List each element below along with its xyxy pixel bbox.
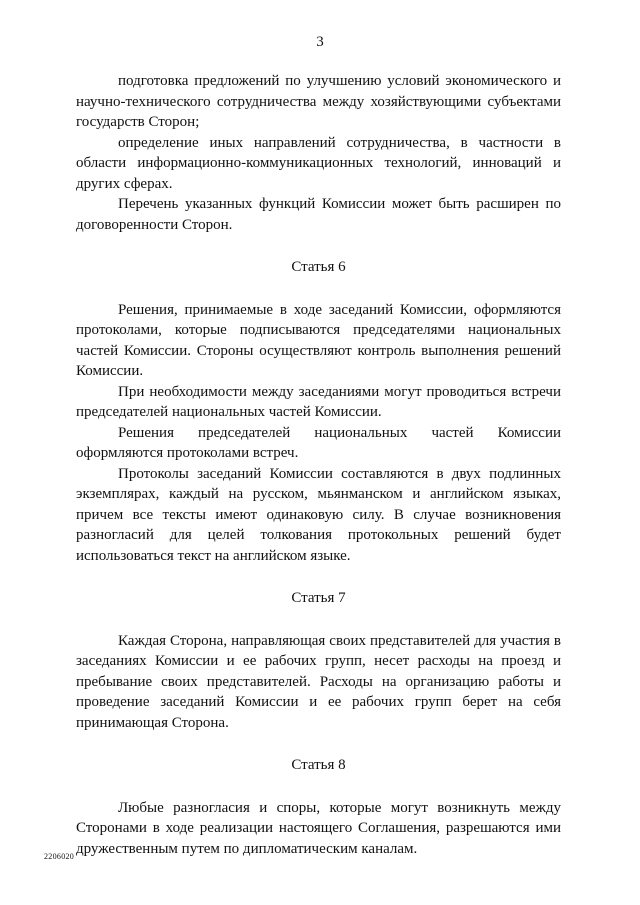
closing-paragraph: Перечень указанных функций Комиссии может быть расширен по договоренности Сторон. bbox=[76, 196, 561, 233]
list-item: определение иных направлений сотрудничества, в частности в области информационно-коммуникационных технологий, инноваций и других сферах. bbox=[76, 134, 561, 192]
article-7-heading: Статья 7 bbox=[291, 590, 346, 606]
article-6-paragraph: Решения председателей национальных частей Комиссии оформляются протоколами встреч. bbox=[76, 424, 561, 461]
article-8-heading: Статья 8 bbox=[291, 757, 346, 773]
list-item: подготовка предложений по улучшению условий экономического и научно-технического сотрудничества между хозяйствующими субъектами государств Сторон; bbox=[76, 73, 561, 130]
document-body bbox=[76, 71, 561, 859]
article-6-paragraph: При необходимости между заседаниями могут проводиться встречи председателей национальных частей Комиссии. bbox=[76, 383, 561, 420]
article-6-paragraph: Протоколы заседаний Комиссии составляются в двух подлинных экземплярах, каждый на русском, мьянманском и английском языках, причем все тексты имеют одинаковую силу. В случае возникновения разногласий для целей толкования протокольных решений будет использоваться текст на английском языке. bbox=[76, 465, 561, 564]
article-7-paragraph: Каждая Сторона, направляющая своих представителей для участия в заседаниях Комиссии и ее рабочих групп, несет расходы на проезд и пребывание своих представителей. Расходы на организацию работы и проведение заседаний Комиссии и ее рабочих групп берет на себя принимающая Сторона. bbox=[76, 632, 561, 731]
page-number: 3 bbox=[316, 34, 324, 50]
article-6-heading: Статья 6 bbox=[291, 259, 346, 275]
article-8-paragraph: Любые разногласия и споры, которые могут возникнуть между Сторонами в ходе реализации настоящего Соглашения, разрешаются ими дружественным путем по дипломатическим каналам. bbox=[76, 799, 561, 857]
article-6-paragraph: Решения, принимаемые в ходе заседаний Комиссии, оформляются протоколами, которые подписываются председателями национальных частей Комиссии. Стороны осуществляют контроль выполнения решений Комиссии. bbox=[76, 301, 561, 379]
document-code: 2206020 bbox=[44, 852, 75, 861]
